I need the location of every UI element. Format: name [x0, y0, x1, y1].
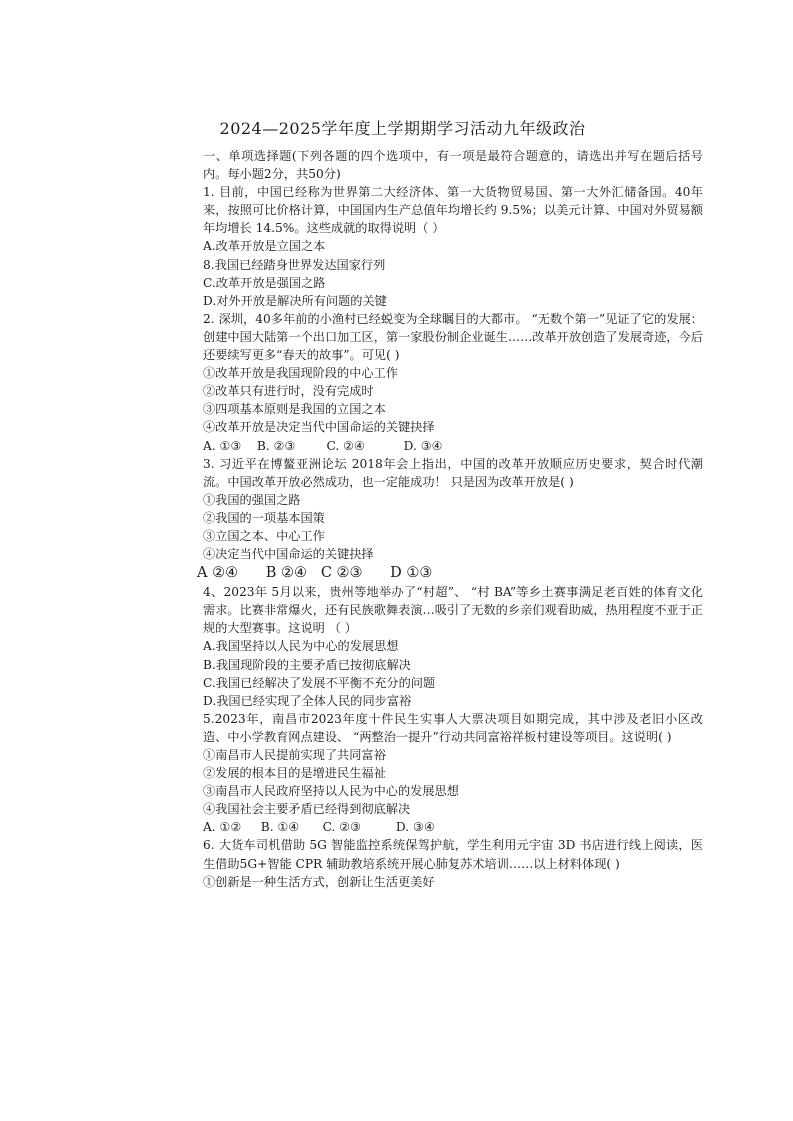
question-stem: 2. 深圳，40多年前的小渔村已经蜕变为全球瞩目的大都市。 “无数个第一”见证了它的发展：创建中国大陆第一个出口加工区，第一家股份制企业诞生……改革开放创造了发展奇迹，今后还要续写更多“春天的故事”。可见( ) — [203, 311, 703, 363]
statement: ④决定当代中国命运的关键抉择 — [203, 547, 374, 562]
section-header: 一、单项选择题(下列各题的四个选项中，有一项是最符合题意的，请选出并写在题后括号内。每小题2分，共50分) — [203, 149, 703, 182]
option: C.改革开放是强国之路 — [203, 275, 326, 290]
statement: ④我国社会主要矛盾已经得到彻底解决 — [203, 802, 411, 817]
statement: ①南昌市人民提前实现了共同富裕 — [203, 748, 386, 762]
answer-choices: A. ①③ B. ②③ C. ②④ D. ③④ — [203, 438, 443, 453]
statement: ②改革只有进行时，没有完成时 — [203, 384, 374, 399]
answer-choices: A. ①② B. ①④ C. ②③ D. ③④ — [203, 820, 435, 835]
option: D.我国已经实现了全体人民的同步富裕 — [203, 693, 412, 708]
option: A.改革开放是立国之本 — [203, 239, 326, 254]
option: D.对外开放是解决所有问题的关键 — [203, 293, 387, 308]
question-stem: 4、2023年 5月以来，贵州等地举办了“村超”、 “村 BA”等乡土赛事满足老百姓的体育文化需求。比赛非常爆火，还有民族歌舞表演…吸引了无数的乡亲们观看助威，热用程度不亚于正规的大型赛事。这说明 （ ） — [203, 585, 703, 636]
statement: ④改革开放是决定当代中国命运的关键抉择 — [203, 420, 435, 435]
option: C.我国已经解决了发展不平衡不充分的问题 — [203, 675, 436, 690]
statement: ③立国之本、中心工作 — [203, 528, 325, 543]
answer-choices: A ②④ B ②④ C ②③ D ①③ — [197, 565, 433, 582]
option: B.我国现阶段的主要矛盾已按彻底解决 — [203, 657, 411, 672]
statement: ①我国的强国之路 — [203, 492, 301, 507]
statement: ①创新是一种生活方式，创新让生活更美好 — [203, 874, 435, 889]
question-stem: 5.2023年，南昌市2023年度十件民生实事人大票决项目如期完成，其中涉及老旧小区改造、中小学教育网点建设、 “两整治一提升”行动共同富裕祥板村建设等项目。这说明( ) — [203, 711, 703, 744]
question-2 — [203, 310, 703, 455]
option: A.我国坚持以人民为中心的发展思想 — [203, 639, 399, 654]
statement: ③南昌市人民政府坚持以人民为中心的发展思想 — [203, 784, 459, 799]
question-stem: 3. 习近平在博鳌亚洲论坛 2018年会上指出，中国的改革开放顺应历史要求，契合时代潮流。中国改革开放必然成功，也一定能成功！ 只是因为改革开放是( ) — [203, 456, 703, 489]
statement: ①改革开放是我国现阶段的中心工作 — [203, 366, 398, 381]
question-1 — [203, 183, 703, 310]
question-6 — [203, 836, 703, 890]
question-4 — [203, 583, 703, 710]
statement: ②我国的一项基本国策 — [203, 510, 325, 525]
statement: ②发展的根本目的是增进民生福祉 — [203, 766, 386, 781]
question-stem: 1. 目前，中国已经称为世界第二大经济体、第一大货物贸易国、第一大外汇储备国。40年来，按照可比价格计算，中国国内生产总值年均增长约 9.5%；以美元计算、中国对外贸易额年均增长 14.5%。这些成就的取得说明（ ） — [203, 185, 703, 236]
statement: ③四项基本原则是我国的立国之本 — [203, 402, 386, 417]
question-stem: 6. 大货车司机借助 5G 智能监控系统保驾护航，学生利用元宇宙 3D 书店进行线上阅读，医生借助5G+智能 CPR 辅助教培系统开展心肺复苏术培训……以上材料体现( ) — [203, 838, 703, 871]
exam-title: 2024—2025学年度上学期期学习活动九年级政治 — [219, 119, 586, 138]
question-3 — [197, 455, 703, 584]
exam-content — [197, 147, 703, 891]
question-5 — [203, 710, 703, 837]
option: 8.我国已经踏身世界发达国家行列 — [203, 257, 386, 272]
